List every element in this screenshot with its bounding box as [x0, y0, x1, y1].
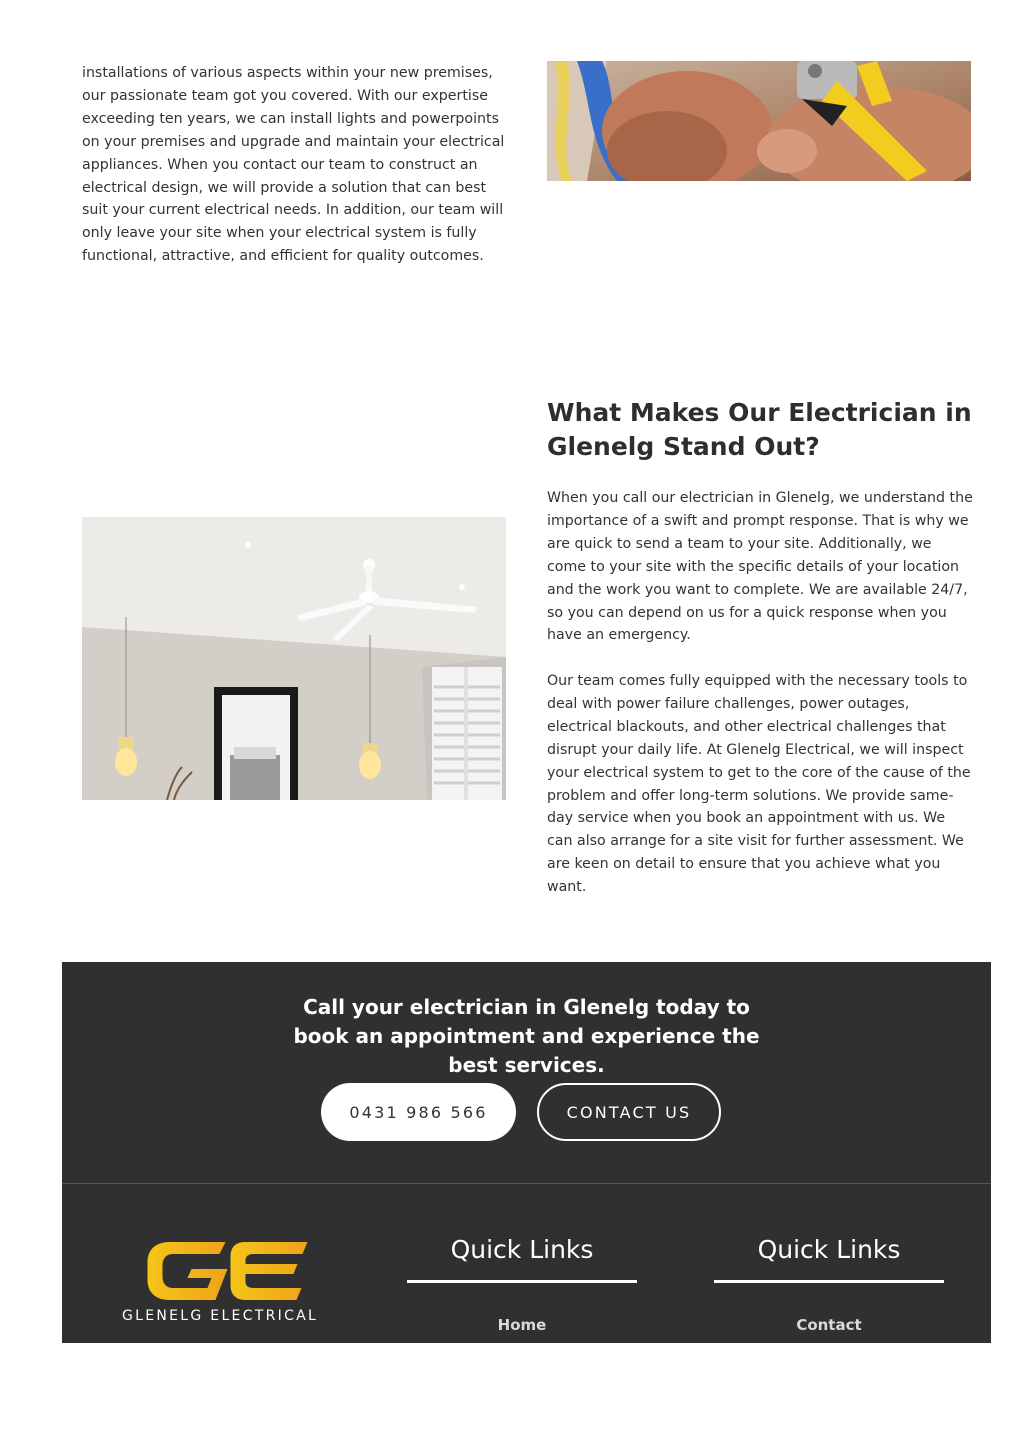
phone-button[interactable]: 0431 986 566	[321, 1083, 516, 1141]
footer	[62, 962, 991, 1343]
footer-link-home[interactable]: Home	[497, 1316, 547, 1334]
glenelg-electrical-logo[interactable]	[122, 1242, 317, 1327]
electrician-tools-photo	[547, 61, 971, 181]
section-title: What Makes Our Electrician in Glenelg Stand Out?	[547, 398, 972, 461]
quick-links-column-2	[714, 1230, 944, 1335]
quick-links-heading: Quick Links	[757, 1235, 901, 1264]
quick-links-column-1	[407, 1230, 637, 1335]
heading-underline	[407, 1280, 637, 1283]
section-paragraph-1: When you call our electrician in Glenelg, we understand the importance of a swift and prompt response. That is why we are quick to send a team to your site. Additionally, we come to your site with the specific details of your location and the work you want to complete. We are available 24/7, so you can depend on us for a quick response when you have an emergency.	[547, 490, 973, 644]
ge-logo-mark-icon	[130, 1242, 325, 1300]
section-paragraph-2: Our team comes fully equipped with the necessary tools to deal with power failure challenges, power outages, electrical blackouts, and other electrical challenges that disrupt your daily life. At Glenelg Electrical, we will inspect your electrical system to get to the core of the cause of the problem and offer long-term solutions. We provide same-day service when you book an appointment with us. We can also arrange for a site visit for further assessment. We are keen on detail to ensure that you achieve what you want.	[547, 673, 971, 896]
intro-paragraph: installations of various aspects within your new premises, our passionate team got you covered. With our expertise exceeding ten years, we can install lights and powerpoints on your premises and upgrade and maintain your electrical appliances. When you contact our team to construct an electrical design, we will provide a solution that can best suit your current electrical needs. In addition, our team will only leave your site when your electrical system is fully functional, attractive, and efficient for quality outcomes.	[82, 65, 505, 265]
footer-link-contact[interactable]: Contact	[796, 1316, 862, 1334]
footer-divider	[62, 1183, 991, 1184]
living-room-ceiling-fan-photo	[82, 517, 506, 800]
logo-wordmark: GLENELG ELECTRICAL	[122, 1308, 319, 1324]
heading-underline	[714, 1280, 944, 1283]
quick-links-heading: Quick Links	[450, 1235, 594, 1264]
cta-text: Call your electrician in Glenelg today to book an appointment and experience the best services.	[293, 995, 760, 1077]
contact-us-button[interactable]: CONTACT US	[537, 1083, 721, 1141]
